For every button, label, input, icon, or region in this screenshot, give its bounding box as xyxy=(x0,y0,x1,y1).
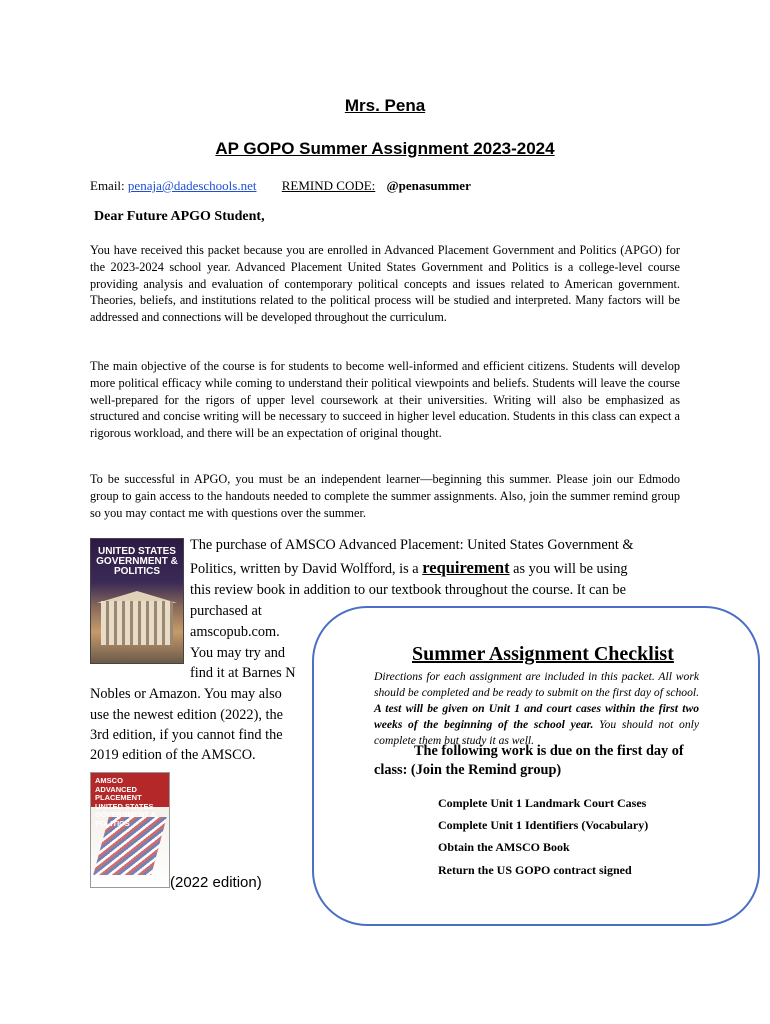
amsco-line-5: amscopub.com. xyxy=(190,624,280,640)
amsco-line-9: use the newest edition (2022), the xyxy=(90,707,283,723)
amsco-line-8: Nobles or Amazon. You may also xyxy=(90,686,282,702)
amsco-line-2 xyxy=(190,557,628,580)
greeting: Dear Future APGO Student, xyxy=(94,209,265,224)
book2-cover-title: AMSCO ADVANCED PLACEMENT UNITED STATES GOVERNMENT & POLITICS xyxy=(95,776,157,828)
teacher-name: Mrs. Pena xyxy=(344,96,426,115)
checklist-directions xyxy=(374,669,699,749)
directions-tail: You should not only complete them but study it as well. xyxy=(374,718,700,747)
amsco-line-1: The purchase of AMSCO Advanced Placement: United States Government & xyxy=(190,537,634,553)
directions-bold: A test will be given on Unit 1 and court cases within the first two weeks of the beginning of the school year. xyxy=(374,702,699,731)
amsco-2022-book-cover xyxy=(90,772,170,888)
assignment-title: AP GOPO Summer Assignment 2023-2024 xyxy=(215,139,555,158)
amsco-line-2-pre: Politics, written by David Wolfford, is a xyxy=(190,561,419,577)
amsco-line-4: purchased at xyxy=(190,603,262,619)
amsco-2019-book-cover xyxy=(90,538,184,664)
email-link[interactable]: penaja@dadeschools.net xyxy=(127,178,257,193)
amsco-line-6: You may try and xyxy=(190,645,286,661)
amsco-line-11: 2019 edition of the AMSCO. xyxy=(90,747,256,763)
amsco-line-3: this review book in addition to our textbook throughout the course. It can be xyxy=(190,582,626,598)
checklist-item: Obtain the AMSCO Book xyxy=(438,840,570,854)
success-paragraph: To be successful in APGO, you must be an independent learner—beginning this summer. Please join our Edmodo group to gain access to the handouts needed to complete the summer assignments. Also, join the summer remind group so you may contact me with questions over the summer. xyxy=(90,472,680,520)
checklist-item: Complete Unit 1 Landmark Court Cases xyxy=(438,796,647,810)
checklist-item: Return the US GOPO contract signed xyxy=(438,863,632,877)
edition-caption: (2022 edition) xyxy=(170,874,262,891)
objective-paragraph: The main objective of the course is for students to become well-informed and efficient citizens. Students will develop more political efficacy while coming to understand their political viewpoints and beliefs. Students will leave the course well-prepared for the rigors of upper level coursework at their universities. Writing will also be emphasized as structured and concise writing will be necessary to succeed in higher level education. Students in this class can expect a rigorous workload, and there will be an expectation of original thought. xyxy=(90,359,680,441)
amsco-line-2-post: as you will be using xyxy=(513,561,628,577)
email-label: Email: xyxy=(90,178,125,193)
directions-plain: Directions for each assignment are included in this packet. All work should be completed and be ready to submit on the first day of school. xyxy=(374,670,699,699)
due-text: The following work is due on the first day of class: (Join the Remind group) xyxy=(374,743,684,778)
capitol-columns xyxy=(101,601,173,645)
intro-paragraph: You have received this packet because you are enrolled in Advanced Placement Government and Politics (APGO) for the 2023-2024 school year. Advanced Placement United States Government and Politics is a college-level course providing analysis and evaluation of contemporary political concepts and issues related to American government. Theories, beliefs, and institutions related to the political process will be studied and interpreted. Many factors will be addressed and connections will be developed throughout the curriculum. xyxy=(90,243,680,325)
checklist-item: Complete Unit 1 Identifiers (Vocabulary) xyxy=(438,818,649,832)
contact-line xyxy=(90,178,471,194)
requirement-text: requirement xyxy=(422,558,510,577)
book1-cover-title: UNITED STATES GOVERNMENT & POLITICS xyxy=(96,546,178,577)
checklist-title: Summer Assignment Checklist xyxy=(412,643,674,665)
amsco-line-10: 3rd edition, if you cannot find the xyxy=(90,727,283,743)
checklist-due-text xyxy=(374,742,704,780)
remind-code: @penasummer xyxy=(386,178,471,193)
amsco-line-7: find it at Barnes N xyxy=(190,665,296,681)
remind-label: REMIND CODE: xyxy=(281,178,376,193)
